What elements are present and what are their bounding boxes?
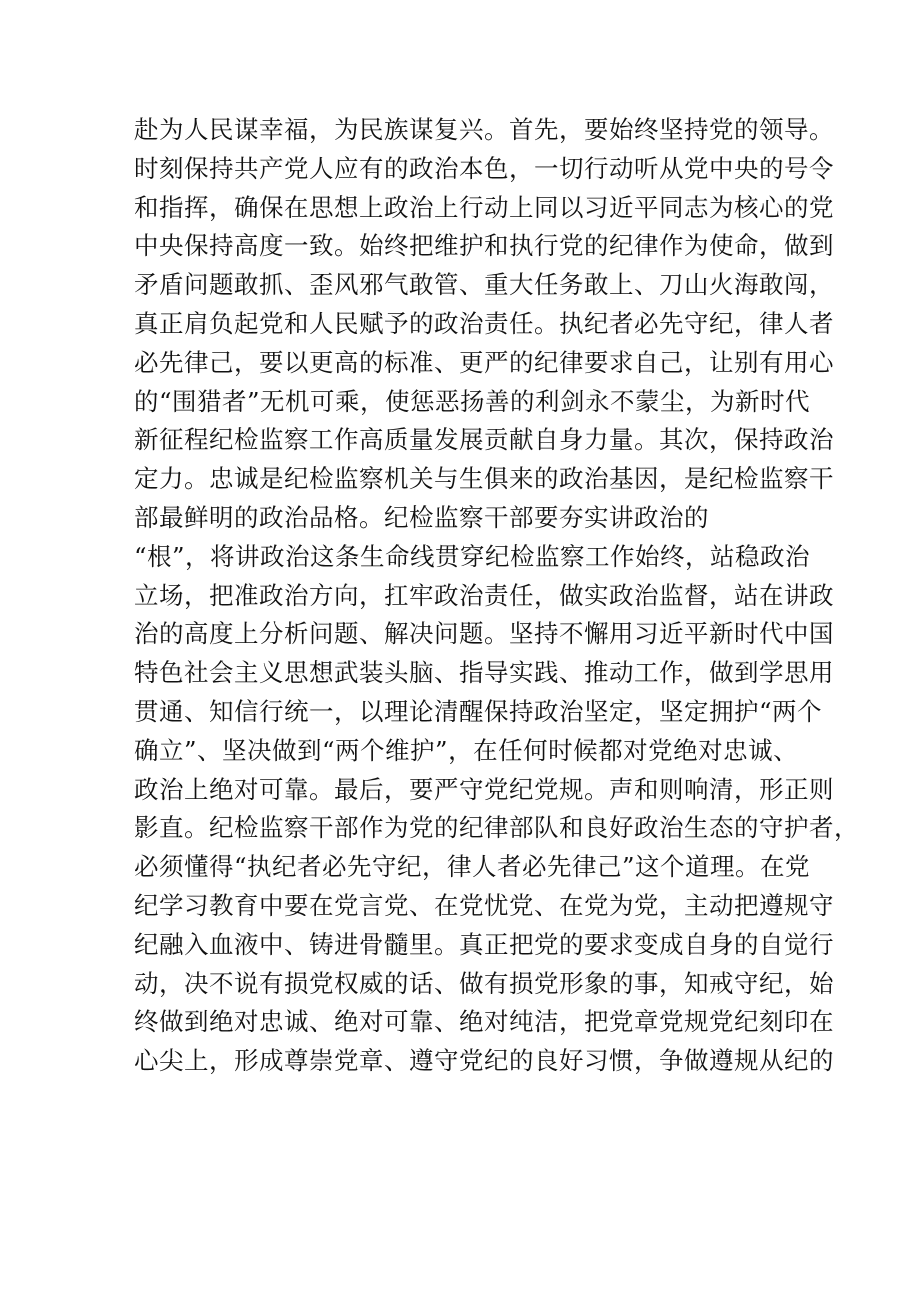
text-line: 必先律己，要以更高的标准、更严的纪律要求自己，让别有用心 (134, 347, 834, 377)
text-line: 矛盾问题敢抓、歪风邪气敢管、重大任务敢上、刀山火海敢闯， (134, 270, 834, 300)
body-text (134, 111, 859, 1081)
text-line: “根”，将讲政治这条生命线贯穿纪检监察工作始终，站稳政治 (134, 541, 811, 571)
text-line: 时刻保持共产党人应有的政治本色，一切行动听从党中央的号令 (134, 153, 834, 183)
text-line: 必须懂得“执纪者必先守纪，律人者必先律己”这个道理。在党 (134, 852, 811, 882)
text-line: 和指挥，确保在思想上政治上行动上同以习近平同志为核心的党 (134, 192, 834, 222)
text-line: 政治上绝对可靠。最后，要严守党纪党规。声和则响清，形正则 (134, 774, 834, 804)
text-line: 贯通、知信行统一，以理论清醒保持政治坚定，坚定拥护“两个 (134, 696, 823, 726)
text-line: 真正肩负起党和人民赋予的政治责任。执纪者必先守纪，律人者 (134, 308, 834, 338)
text-line: 动，决不说有损党权威的话、做有损党形象的事，知戒守纪，始 (134, 968, 834, 998)
text-line: 中央保持高度一致。始终把维护和执行党的纪律作为使命，做到 (134, 231, 834, 261)
text-line: 纪融入血液中、铸进骨髓里。真正把党的要求变成自身的自觉行 (134, 929, 834, 959)
text-line: 部最鲜明的政治品格。纪检监察干部要夯实讲政治的 (134, 502, 709, 532)
text-line: 治的高度上分析问题、解决问题。坚持不懈用习近平新时代中国 (134, 619, 834, 649)
text-line: 的“围猎者”无机可乘，使惩恶扬善的利剑永不蒙尘，为新时代 (134, 386, 811, 416)
text-line: 心尖上，形成尊崇党章、遵守党纪的良好习惯，争做遵规从纪的 (134, 1046, 834, 1076)
text-line: 确立”、坚决做到“两个维护”，在任何时候都对党绝对忠诚、 (134, 735, 799, 765)
text-line: 特色社会主义思想武装头脑、指导实践、推动工作，做到学思用 (134, 658, 834, 688)
text-line: 影直。纪检监察干部作为党的纪律部队和良好政治生态的守护者， (134, 813, 859, 843)
text-line: 纪学习教育中要在党言党、在党忧党、在党为党，主动把遵规守 (134, 890, 834, 920)
text-line: 新征程纪检监察工作高质量发展贡献自身力量。其次，保持政治 (134, 425, 834, 455)
text-line: 立场，把准政治方向，扛牢政治责任，做实政治监督，站在讲政 (134, 580, 834, 610)
text-line: 赴为人民谋幸福，为民族谋复兴。首先，要始终坚持党的领导。 (134, 115, 834, 144)
text-line: 终做到绝对忠诚、绝对可靠、绝对纯洁，把党章党规党纪刻印在 (134, 1007, 834, 1037)
text-line: 定力。忠诚是纪检监察机关与生俱来的政治基因，是纪检监察干 (134, 464, 834, 494)
